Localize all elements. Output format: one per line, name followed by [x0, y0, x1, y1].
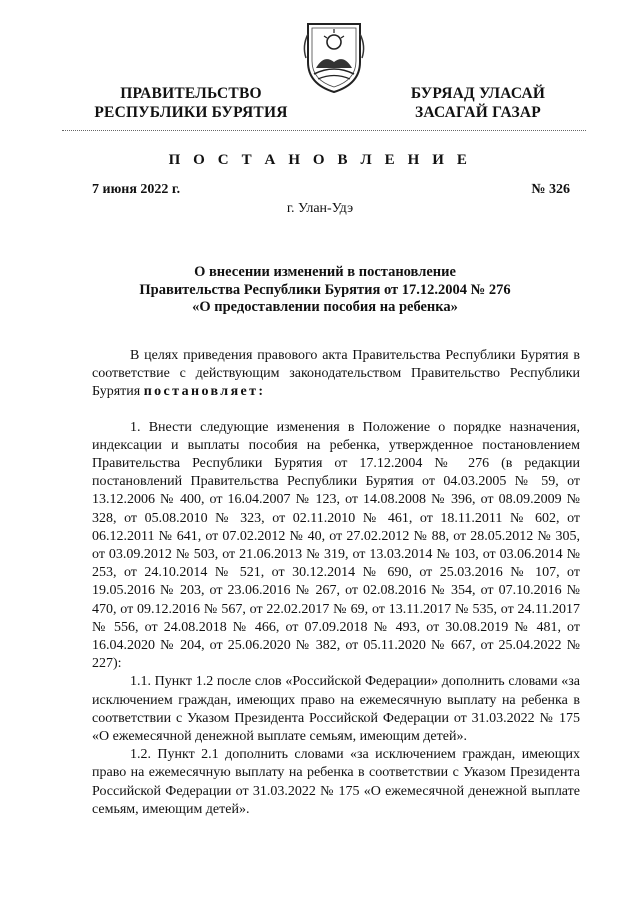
letterhead-left-line1: ПРАВИТЕЛЬСТВО — [120, 85, 262, 102]
subject-line: О внесении изменений в постановление — [194, 264, 456, 280]
letterhead-right — [388, 84, 568, 122]
letterhead-left — [86, 84, 296, 122]
document-number: № 326 — [531, 182, 570, 197]
document-body — [92, 347, 580, 819]
preamble-text: В целях приведения правового акта Правительства Республики Бурятия в соответствие с действующим законодательством Правительство Республики Бурятия — [92, 348, 580, 400]
letterhead-left-line2: РЕСПУБЛИКИ БУРЯТИЯ — [94, 104, 288, 121]
item-1-paragraph: 1. Внести следующие изменения в Положение о порядке назначения, индексации и выплаты пособия на ребенка, утвержденное постановлением Правительства Республики Бурятия от 17.12.2004 № 276 (в редакции постановлений Правительства Республики Бурятия от 04.03.2005 № 59, от 13.12.2006 № 400, от 16.04.2007 № 123, от 14.08.2008 № 396, от 08.09.2009 № 328, от 05.08.2010 № 323, от 02.11.2010 № 461, от 18.11.2011 № 602, от 06.12.2011 № 641, от 07.02.2012 № 40, от 27.02.2012 № 88, от 28.05.2012 № 305, от 03.09.2012 № 503, от 21.06.2013 № 319, от 13.03.2014 № 103, от 03.06.2014 № 253, от 24.10.2014 № 521, от 30.12.2014 № 690, от 25.03.2016 № 107, от 19.05.2016 № 203, от 23.06.2016 № 267, от 02.08.2016 № 354, от 07.10.2016 № 470, от 09.12.2016 № 567, от 22.02.2017 № 69, от 13.11.2017 № 535, от 24.11.2017 № 556, от 24.08.2018 № 466, от 07.09.2018 № 493, от 30.08.2019 № 481, от 16.04.2020 № 204, от 25.06.2020 № 382, от 05.11.2020 № 667, от 25.04.2022 № 227): — [92, 419, 580, 672]
document-type-title: П О С Т А Н О В Л Е Н И Е — [168, 152, 472, 168]
subject-line: Правительства Республики Бурятия от 17.12.2004 № 276 — [139, 281, 511, 298]
subject-line: «О предоставлении пособия на ребенка» — [192, 299, 458, 315]
preamble-keyword: постановляет: — [143, 384, 266, 400]
letterhead-right-line1: БУРЯАД УЛАСАЙ — [410, 85, 546, 102]
document-city: г. Улан-Удэ — [286, 201, 354, 216]
letterhead-right-line2: ЗАСАГАЙ ГАЗАР — [415, 104, 541, 121]
coat-of-arms-icon — [300, 18, 368, 96]
item-1-1-paragraph: 1.1. Пункт 1.2 после слов «Российской Федерации» дополнить словами «за исключением граждан, имеющих право на ежемесячную выплату на ребенка в соответствии с Указом Президента Российской Федерации от 31.03.2022 № 175 «О ежемесячной денежной выплате семьям, имеющим детей». — [92, 674, 580, 745]
document-date: 7 июня 2022 г. — [92, 182, 181, 197]
item-1-2-paragraph: 1.2. Пункт 2.1 дополнить словами «за исключением граждан, имеющих право на ежемесячную выплату на ребенка в соответствии с Указом Президента Российской Федерации от 31.03.2022 № 175 «О ежемесячной денежной выплате семьям, имеющим детей». — [92, 747, 580, 817]
letterhead-divider — [62, 130, 586, 131]
preamble-paragraph — [92, 347, 580, 402]
document-subject — [60, 264, 590, 317]
